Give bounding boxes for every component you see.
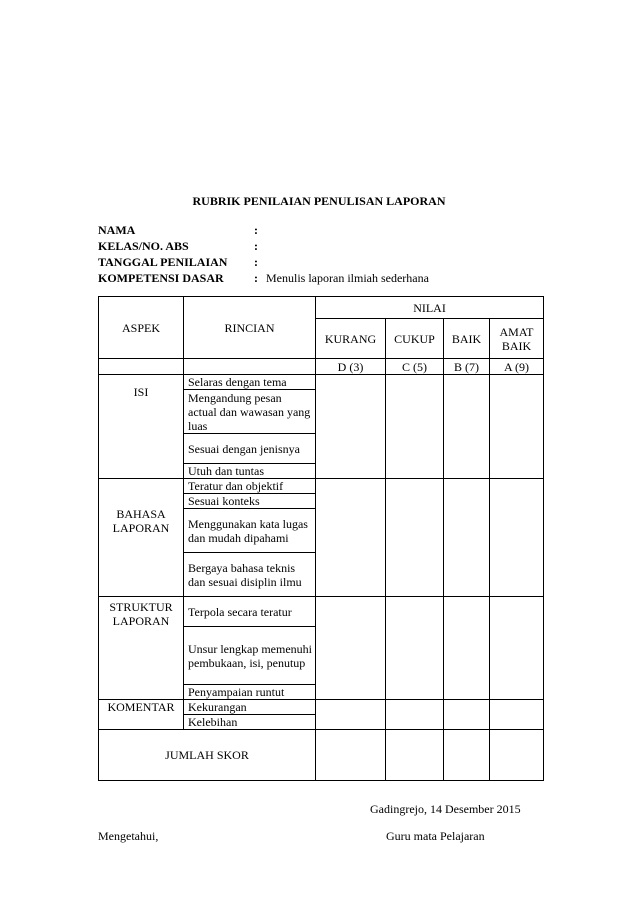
total-score-cell[interactable]: [444, 730, 490, 781]
score-cell[interactable]: [316, 375, 386, 479]
header-level-baik: BAIK: [444, 319, 490, 359]
score-cell[interactable]: [490, 479, 544, 597]
signature-left-label: Mengetahui,: [98, 829, 159, 843]
aspect-struktur-laporan: STRUKTUR LAPORAN: [99, 597, 184, 700]
identity-label: NAMA: [98, 223, 136, 237]
place-date: Gadingrejo, 14 Desember 2015: [370, 802, 521, 816]
identity-label: TANGGAL PENILAIAN: [98, 255, 228, 269]
rincian-item: Utuh dan tuntas: [184, 464, 316, 479]
rincian-item: Selaras dengan tema: [184, 375, 316, 390]
grade-spacer: [184, 359, 316, 375]
header-nilai: NILAI: [316, 297, 544, 319]
identity-label: KOMPETENSI DASAR: [98, 271, 224, 285]
rincian-item: Bergaya bahasa teknis dan sesuai disiplin ilmu: [184, 553, 316, 597]
score-cell[interactable]: [386, 597, 444, 700]
identity-colon: :: [254, 223, 258, 237]
score-cell[interactable]: [386, 700, 444, 730]
score-cell[interactable]: [444, 597, 490, 700]
identity-colon: :: [254, 271, 258, 285]
grade-spacer: [99, 359, 184, 375]
identity-colon: :: [254, 239, 258, 253]
rincian-item: Terpola secara teratur: [184, 597, 316, 627]
grade-b: B (7): [444, 359, 490, 375]
grade-a: A (9): [490, 359, 544, 375]
score-cell[interactable]: [490, 597, 544, 700]
rubric-table: [98, 296, 544, 781]
signature-right-label: Guru mata Pelajaran: [386, 829, 485, 843]
score-cell[interactable]: [316, 700, 386, 730]
rincian-item: Unsur lengkap memenuhi pembukaan, isi, penutup: [184, 627, 316, 685]
score-cell[interactable]: [386, 375, 444, 479]
score-cell[interactable]: [490, 700, 544, 730]
header-aspek: ASPEK: [99, 297, 184, 359]
rincian-item: Kekurangan: [184, 700, 316, 715]
rincian-item: Penyampaian runtut: [184, 685, 316, 700]
identity-value: Menulis laporan ilmiah sederhana: [266, 271, 429, 285]
rincian-item: Kelebihan: [184, 715, 316, 730]
grade-c: C (5): [386, 359, 444, 375]
aspect-isi: ISI: [99, 375, 184, 479]
score-cell[interactable]: [316, 479, 386, 597]
page-title: RUBRIK PENILAIAN PENULISAN LAPORAN: [192, 194, 446, 208]
aspect-komentar: KOMENTAR: [99, 700, 184, 730]
score-cell[interactable]: [444, 375, 490, 479]
score-cell[interactable]: [444, 479, 490, 597]
total-label: JUMLAH SKOR: [99, 730, 316, 781]
identity-colon: :: [254, 255, 258, 269]
total-score-cell[interactable]: [386, 730, 444, 781]
rincian-item: Mengandung pesan actual dan wawasan yang luas: [184, 390, 316, 434]
aspect-bahasa-laporan: BAHASA LAPORAN: [99, 479, 184, 597]
header-level-kurang: KURANG: [316, 319, 386, 359]
rincian-item: Sesuai dengan jenisnya: [184, 434, 316, 464]
score-cell[interactable]: [316, 597, 386, 700]
score-cell[interactable]: [490, 375, 544, 479]
rincian-item: Menggunakan kata lugas dan mudah dipahami: [184, 509, 316, 553]
header-level-cukup: CUKUP: [386, 319, 444, 359]
rincian-item: Sesuai konteks: [184, 494, 316, 509]
total-score-cell[interactable]: [316, 730, 386, 781]
identity-label: KELAS/NO. ABS: [98, 239, 189, 253]
header-level-amat-baik: AMAT BAIK: [490, 319, 544, 359]
score-cell[interactable]: [386, 479, 444, 597]
total-score-cell[interactable]: [490, 730, 544, 781]
grade-d: D (3): [316, 359, 386, 375]
header-rincian: RINCIAN: [184, 297, 316, 359]
score-cell[interactable]: [444, 700, 490, 730]
rincian-item: Teratur dan objektif: [184, 479, 316, 494]
